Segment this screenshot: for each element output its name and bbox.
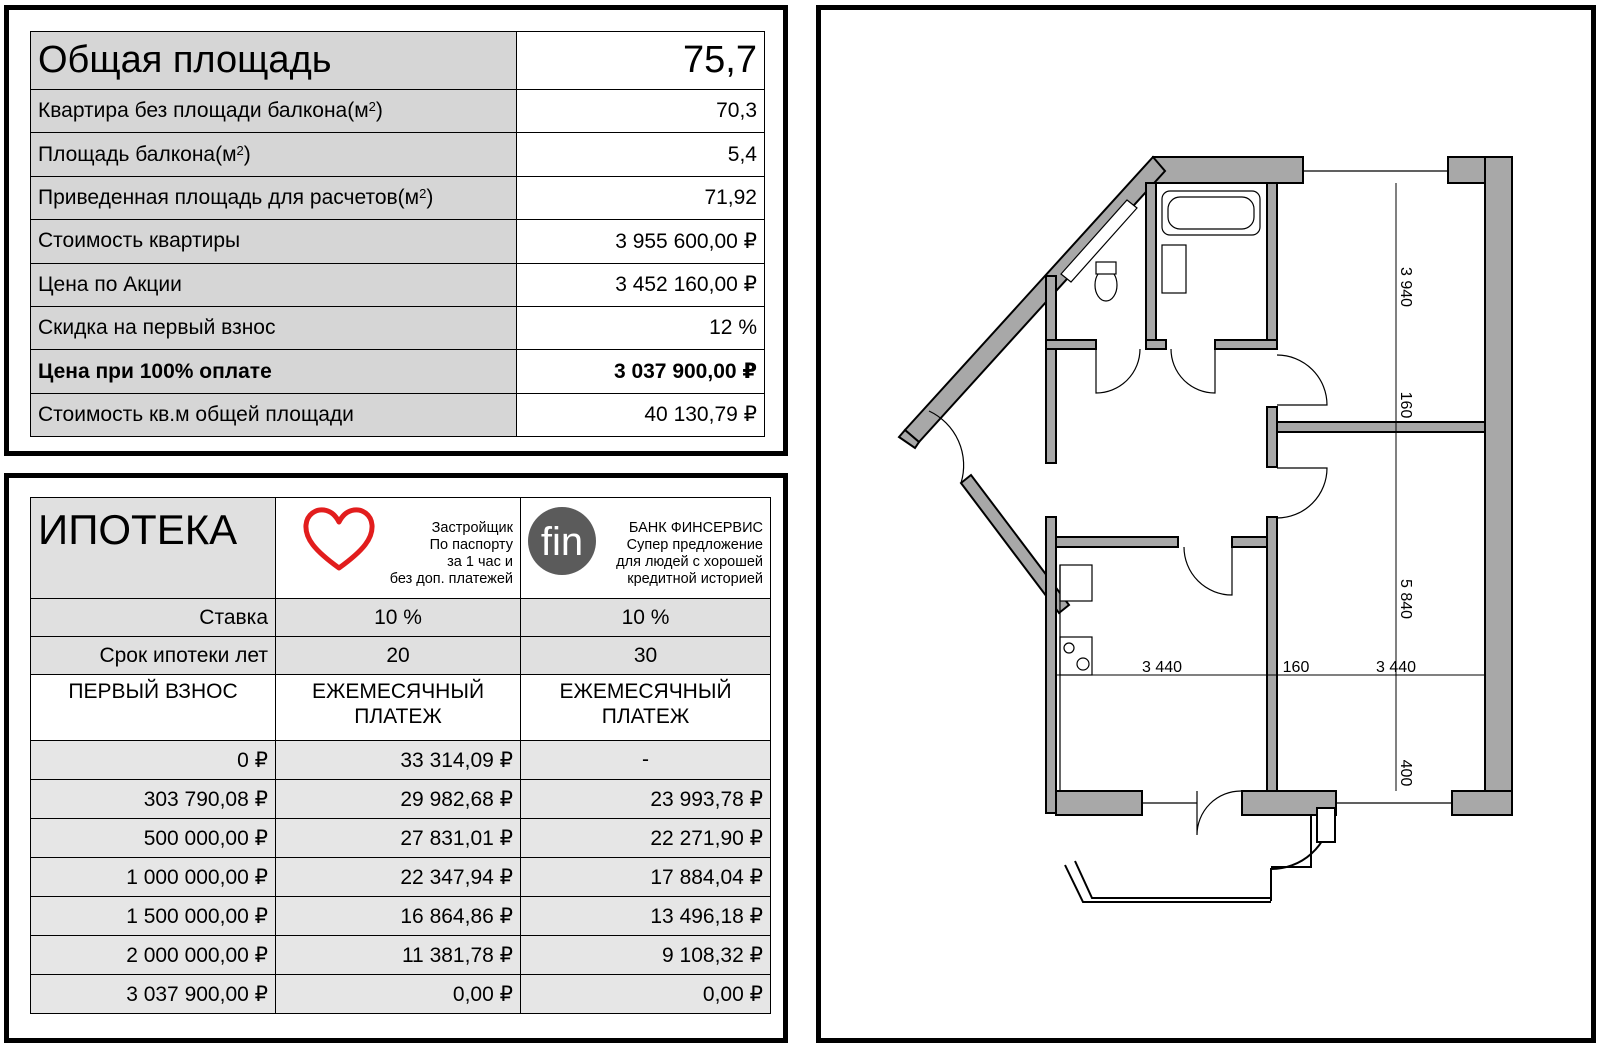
payment-cell: 3 037 900,00 ₽ [31, 975, 276, 1014]
rate-value: 10 % [276, 599, 521, 637]
rate-value: 10 % [521, 599, 771, 637]
area-row [31, 393, 765, 436]
area-row [31, 306, 765, 349]
offer-developer-text: Застройщик По паспорту за 1 час и без доп. платежей [389, 520, 513, 587]
col-first-payment: ПЕРВЫЙ ВЗНОС [31, 675, 276, 741]
floor-plan-panel [816, 5, 1596, 1043]
area-row-label: Стоимость кв.м общей площади [31, 393, 517, 436]
bathtub-inner [1168, 197, 1254, 229]
payment-row [31, 897, 771, 936]
payment-row [31, 975, 771, 1014]
dim-wall-thickness: 160 [1397, 391, 1414, 419]
area-row-value: 3 955 600,00 ₽ [517, 220, 765, 263]
mortgage-table [30, 497, 771, 1014]
rate-label: Ставка [31, 599, 276, 637]
area-row-value: 5,4 [517, 133, 765, 176]
payment-cell: 17 884,04 ₽ [521, 858, 771, 897]
heart-icon [302, 506, 376, 580]
payment-row [31, 858, 771, 897]
payment-cell: 1 000 000,00 ₽ [31, 858, 276, 897]
wall-corridor-stub [1267, 407, 1277, 467]
wall-bottom-right [1452, 791, 1512, 815]
wall-right [1485, 157, 1512, 813]
payment-cell: 1 500 000,00 ₽ [31, 897, 276, 936]
area-row-value: 71,92 [517, 176, 765, 219]
dim-bedroom2-depth: 5 840 [1397, 578, 1414, 620]
balcony-outline-inner [1075, 861, 1271, 898]
area-panel [4, 5, 788, 456]
payment-cell: 0 ₽ [31, 741, 276, 780]
term-value: 30 [521, 637, 771, 675]
payment-cell: 22 271,90 ₽ [521, 819, 771, 858]
area-row-label: Приведенная площадь для $расчетов(м^2)$ [31, 176, 517, 219]
wall-bath-bottom [1215, 340, 1277, 349]
area-row [31, 350, 765, 393]
area-row-label: Квартира без площади $балкона(м^2)$ [31, 90, 517, 133]
mortgage-title: ИПОТЕКА [31, 498, 276, 599]
area-row-value: 12 % [517, 306, 765, 349]
offer-bank-text: БАНК ФИНСЕРВИС Супер предложение для людей с хорошей кредитной историей [616, 520, 763, 587]
dim-inner-wall: 160 [1282, 659, 1310, 676]
payment-cell: 27 831,01 ₽ [276, 819, 521, 858]
term-row [31, 637, 771, 675]
payment-cell: 0,00 ₽ [276, 975, 521, 1014]
payment-cell: 29 982,68 ₽ [276, 780, 521, 819]
payment-cell: 9 108,32 ₽ [521, 936, 771, 975]
payment-row [31, 741, 771, 780]
total-area-row [31, 32, 765, 90]
payment-cell: 303 790,08 ₽ [31, 780, 276, 819]
fin-logo [527, 506, 597, 582]
payment-row [31, 819, 771, 858]
door-bedroom-lower [1277, 468, 1327, 518]
payment-cell: - [521, 741, 771, 780]
payment-cell: 0,00 ₽ [521, 975, 771, 1014]
door-wc [1096, 349, 1140, 393]
payment-cell: 33 314,09 ₽ [276, 741, 521, 780]
area-row-label: Площадь $балкона(м^2)$ [31, 133, 517, 176]
offer-developer [276, 498, 521, 599]
dim-bottom-wall: 400 [1397, 759, 1414, 787]
area-row [31, 263, 765, 306]
column-header-row [31, 675, 771, 741]
area-row-value: 3 037 900,00 ₽ [517, 350, 765, 393]
floor-plan [821, 10, 1591, 1038]
offer-bank [521, 498, 771, 599]
door-kitchen [1184, 547, 1232, 595]
area-row-value: 40 130,79 ₽ [517, 393, 765, 436]
payment-cell: 500 000,00 ₽ [31, 819, 276, 858]
payment-cell: 23 993,78 ₽ [521, 780, 771, 819]
area-row-value: 3 452 160,00 ₽ [517, 263, 765, 306]
area-row [31, 90, 765, 133]
payment-row [31, 780, 771, 819]
stove-burner [1064, 643, 1074, 653]
wall-kitchen-top [1056, 537, 1178, 547]
wall-mid-bottom [1146, 340, 1166, 349]
balcony-outline [1065, 865, 1271, 902]
rate-row [31, 599, 771, 637]
dim-bedroom-width: 3 440 [1375, 659, 1417, 676]
area-row-label: Цена по Акции [31, 263, 517, 306]
wall-wc-right [1146, 183, 1156, 348]
area-row [31, 176, 765, 219]
dim-bedroom1-depth: 3 940 [1397, 266, 1414, 308]
sink [1162, 245, 1186, 293]
wall-top [1153, 157, 1303, 183]
area-row-label: Стоимость квартиры [31, 220, 517, 263]
door-bedroom-upper [1277, 355, 1327, 405]
stove-burner [1077, 658, 1089, 670]
col-monthly-payment: ЕЖЕМЕСЯЧНЫЙ ПЛАТЕЖ [276, 675, 521, 741]
term-value: 20 [276, 637, 521, 675]
area-row-value: 70,3 [517, 90, 765, 133]
area-row [31, 133, 765, 176]
area-table [30, 31, 765, 437]
balcony-column [1317, 808, 1335, 842]
dim-kitchen-width: 3 440 [1141, 659, 1183, 676]
door-balcony [1197, 791, 1241, 835]
payment-row [31, 936, 771, 975]
area-row-label: Скидка на первый взнос [31, 306, 517, 349]
mortgage-panel [4, 473, 788, 1043]
payment-cell: 22 347,94 ₽ [276, 858, 521, 897]
payment-cell: 13 496,18 ₽ [521, 897, 771, 936]
door-bath [1171, 349, 1215, 393]
wall-wc-bottom [1046, 340, 1096, 349]
wall-bedroom-left [1267, 517, 1277, 813]
kitchen-stove [1060, 637, 1092, 675]
wall-bath-right [1267, 183, 1277, 348]
payment-cell: 16 864,86 ₽ [276, 897, 521, 936]
wall-wc-left [1046, 276, 1056, 463]
wall-kitchen-top-right [1232, 537, 1267, 547]
toilet-tank [1096, 262, 1116, 274]
total-area-label: Общая площадь [31, 32, 517, 90]
mortgage-header-row [31, 498, 771, 599]
payment-cell: 11 381,78 ₽ [276, 936, 521, 975]
col-monthly-payment: ЕЖЕМЕСЯЧНЫЙ ПЛАТЕЖ [521, 675, 771, 741]
svg-text:fin: fin [540, 520, 584, 564]
wall-kitchen-left [1046, 517, 1056, 813]
kitchen-sink [1060, 565, 1092, 601]
term-label: Срок ипотеки лет [31, 637, 276, 675]
payment-cell: 2 000 000,00 ₽ [31, 936, 276, 975]
wall-bedroom-divider [1277, 422, 1485, 432]
wall-diagonal [905, 157, 1165, 442]
total-area-value: 75,7 [517, 32, 765, 90]
wall-bottom-left [1056, 791, 1142, 815]
area-row [31, 220, 765, 263]
area-row-label: Цена при 100% оплате [31, 350, 517, 393]
